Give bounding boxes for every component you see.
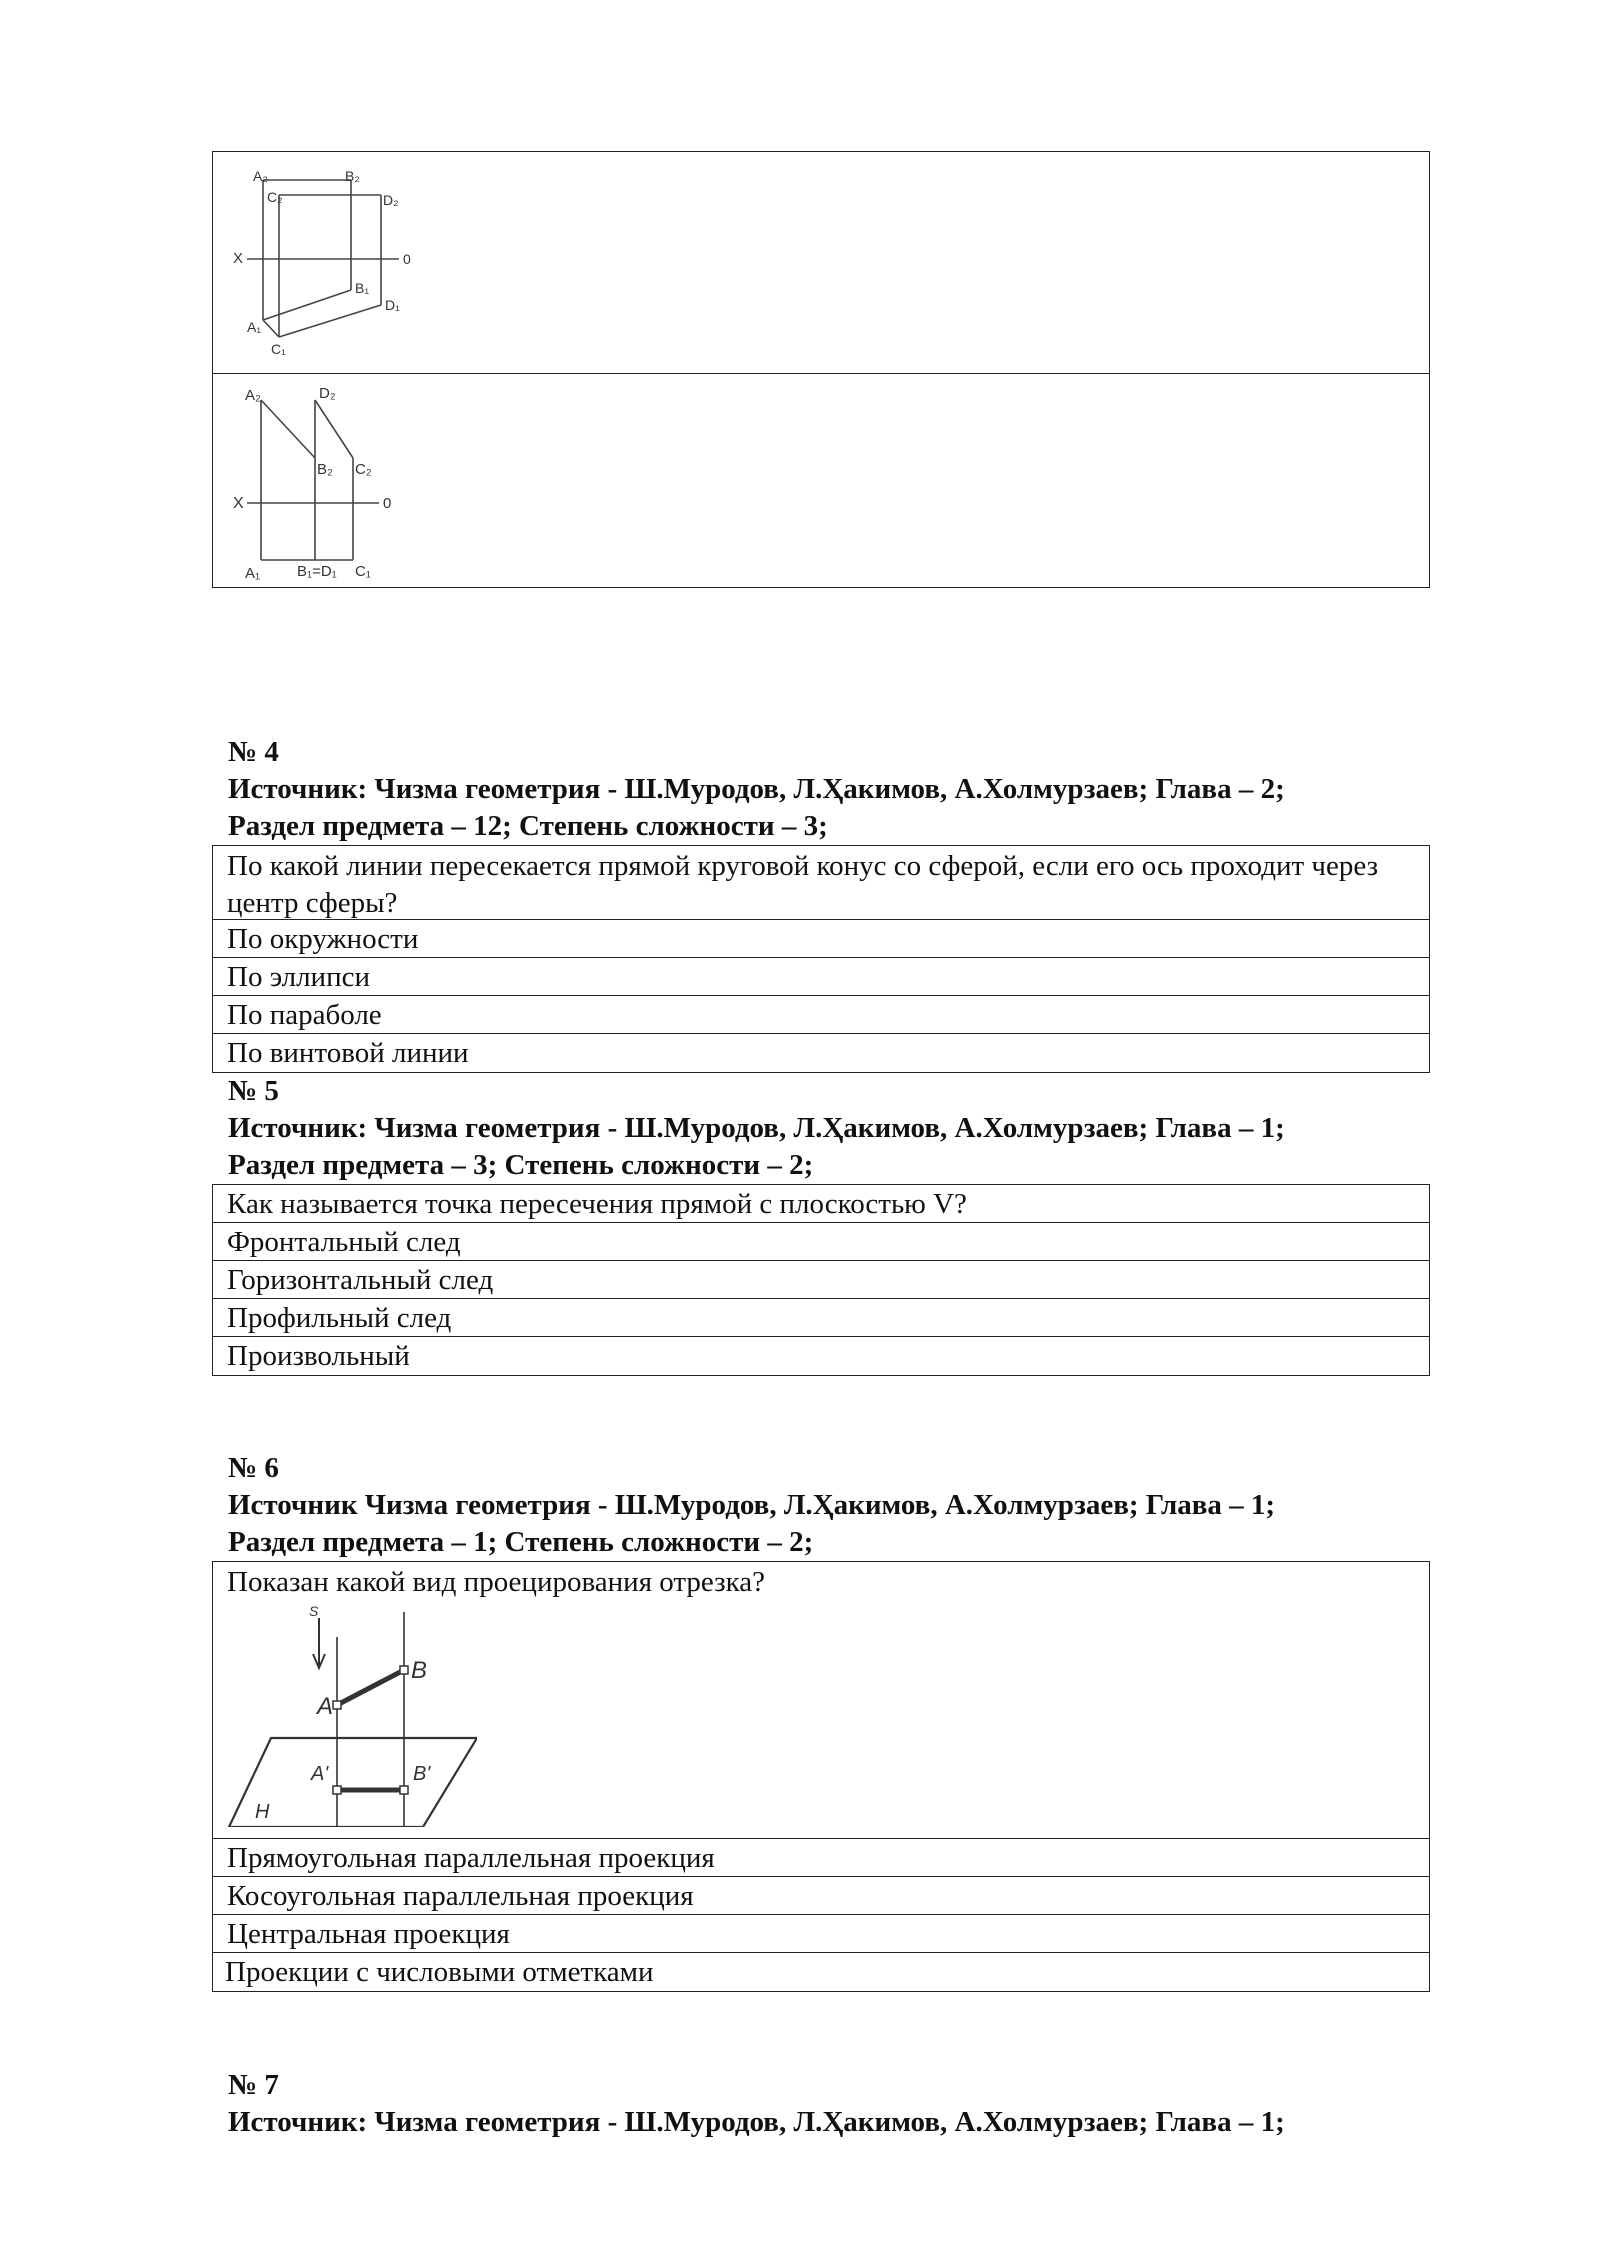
- label-a1: A₁: [245, 565, 261, 582]
- q4-option-3: По параболе: [213, 996, 1429, 1034]
- label-o: 0: [403, 251, 411, 267]
- q5-option-2: Горизонтальный след: [213, 1261, 1429, 1299]
- label-a1: A₁: [247, 319, 262, 335]
- label-b: B: [411, 1657, 428, 1684]
- q6-section: Раздел предмета – 1; Степень сложности – 2;: [228, 1526, 814, 1558]
- label-d1: D₁: [385, 297, 400, 313]
- q6-question-cell: [213, 1562, 1429, 1839]
- q6-source: Источник Чизма геометрия - Ш.Муродов, Л.Ҳакимов, А.Холмурзаев; Глава – 1;: [228, 1489, 1276, 1521]
- epure-figure-1: [233, 160, 433, 370]
- q5-option-4: Произвольный: [227, 1340, 410, 1372]
- label-c2: C₂: [355, 461, 372, 478]
- label-x: X: [233, 250, 244, 267]
- q7-source: Источник: Чизма геометрия - Ш.Муродов, Л.Ҳакимов, А.Холмурзаев; Глава – 1;: [228, 2106, 1285, 2138]
- label-a2: A₂: [253, 168, 268, 184]
- label-c2: C₂: [267, 189, 283, 205]
- label-b1: B₁: [355, 280, 370, 296]
- q4-section: Раздел предмета – 12; Степень сложности – 3;: [228, 810, 828, 842]
- q6-option-3: Центральная проекция: [213, 1915, 1429, 1953]
- q6-option-2: Косоугольная параллельная проекция: [213, 1877, 1429, 1915]
- label-a-prime: A': [311, 1763, 329, 1785]
- q5-option-3: Профильный след: [213, 1299, 1429, 1337]
- q6-number: № 6: [228, 1452, 279, 1484]
- q7-number: № 7: [228, 2069, 279, 2101]
- q4-option-2: По эллипси: [213, 958, 1429, 996]
- label-a: A: [317, 1693, 334, 1720]
- label-o: 0: [383, 495, 392, 512]
- label-x: X: [233, 495, 244, 512]
- label-a2: A₂: [245, 387, 261, 404]
- q5-question: Как называется точка пересечения прямой с плоскостью V?: [213, 1185, 1429, 1223]
- label-b1-d1: B₁=D₁: [297, 563, 337, 580]
- q6-option-4: Проекции с числовыми отметками: [225, 1956, 654, 1988]
- figure-cell-1: [213, 152, 1429, 374]
- label-s: S: [309, 1603, 319, 1619]
- q6-option-1: Прямоугольная параллельная проекция: [213, 1839, 1429, 1877]
- label-c1: C₁: [355, 563, 371, 580]
- label-b-prime: B': [413, 1763, 431, 1785]
- q4-option-4: По винтовой линии: [227, 1037, 469, 1069]
- q5-option-1: Фронтальный след: [213, 1223, 1429, 1261]
- q5-source: Источник: Чизма геометрия - Ш.Муродов, Л.Ҳакимов, А.Холмурзаев; Глава – 1;: [228, 1112, 1285, 1144]
- q5-number: № 5: [228, 1075, 279, 1107]
- q4-question: По какой линии пересекается прямой круговой конус со сферой, если его ось проходит через центр сферы?: [213, 846, 1429, 920]
- projection-figure: [227, 1602, 477, 1827]
- q6-question: Показан какой вид проецирования отрезка?: [227, 1566, 766, 1598]
- q5-table: [212, 1184, 1430, 1376]
- q4-source: Источник: Чизма геометрия - Ш.Муродов, Л.Ҳакимов, А.Холмурзаев; Глава – 2;: [228, 773, 1285, 805]
- q6-table: [212, 1561, 1430, 1992]
- label-b2: B₂: [317, 461, 333, 478]
- label-b2: B₂: [345, 168, 360, 184]
- label-d2: D₂: [319, 385, 336, 402]
- label-d2: D₂: [383, 192, 399, 208]
- epure-figure-2: [233, 380, 433, 585]
- figures-table: [212, 151, 1430, 588]
- label-h: H: [255, 1801, 270, 1823]
- label-c1: C₁: [271, 341, 286, 357]
- figure-cell-2: [213, 374, 1429, 587]
- q5-section: Раздел предмета – 3; Степень сложности – 2;: [228, 1149, 814, 1181]
- q4-number: № 4: [228, 736, 279, 768]
- q4-table: [212, 845, 1430, 1073]
- q4-option-1: По окружности: [213, 920, 1429, 958]
